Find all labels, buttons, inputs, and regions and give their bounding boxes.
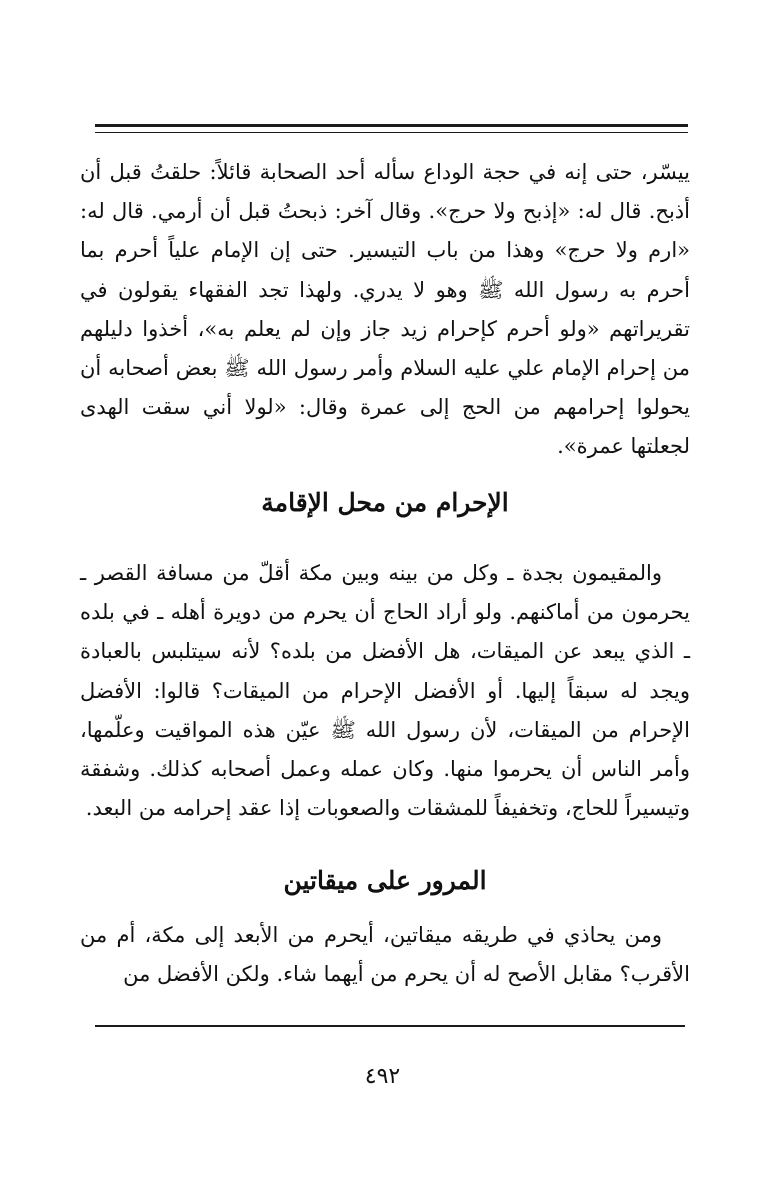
section-heading-two-miqats: المرور على ميقاتين bbox=[283, 866, 487, 895]
footer-rule bbox=[95, 1025, 685, 1027]
paragraph-3 bbox=[80, 916, 690, 994]
section-heading-ihram-residence: الإحرام من محل الإقامة bbox=[261, 488, 509, 517]
page-number: ٤٩٢ bbox=[364, 1064, 401, 1089]
header-rule-thin bbox=[95, 132, 688, 133]
paragraph-2 bbox=[80, 554, 690, 828]
paragraph-1: ييسّر، حتى إنه في حجة الوداع سأله أحد الصحابة قائلاً: حلقتُ قبل أن أذبح. قال له: «إذبح ولا حرج». وقال آخر: ذبحتُ قبل أن أرمي. قال له: «ارم ولا حرج» وهذا من باب التيسير. حتى إن الإمام علياً أحرم بما أحرم به رسول الله ﷺ وهو لا يدري. ولهذا تجد الفقهاء يقولون في تقريراتهم «ولو أحرم كإحرام زيد جاز وإن لم يعلم به»، أخذوا دليلهم من إحرام الإمام علي عليه السلام وأمر رسول الله ﷺ بعض أصحابه أن يحولوا إحرامهم من الحج إلى عمرة وقال: «لولا أني سقت الهدى لجعلتها عمرة». bbox=[80, 160, 690, 459]
paragraph-3-text: ومن يحاذي في طريقه ميقاتين، أيحرم من الأبعد إلى مكة، أم من الأقرب؟ مقابل الأصح له أن يحرم من أيهما شاء. ولكن الأفضل من bbox=[80, 923, 690, 987]
paragraph-2-text: والمقيمون بجدة ـ وكل من بينه وبين مكة أقلّ من مسافة القصر ـ يحرمون من أماكنهم. ولو أراد الحاج أن يحرم من دويرة أهله ـ في بلده ـ الذي يبعد عن الميقات، هل الأفضل من بلده؟ لأنه سيتلبس بالعبادة ويجد له سبقاً إليها. أو الأفضل الإحرام من الميقات؟ قالوا: الأفضل الإحرام من الميقات، لأن رسول الله ﷺ عيّن هذه المواقيت وعلّمها، وأمر الناس أن يحرموا منها. وكان عمله وعمل أصحابه كذلك. وشفقة وتيسيراً للحاج، وتخفيفاً للمشقات والصعوبات إذا عقد إحرامه من البعد. bbox=[80, 561, 690, 821]
header-rule-thick bbox=[95, 124, 688, 127]
